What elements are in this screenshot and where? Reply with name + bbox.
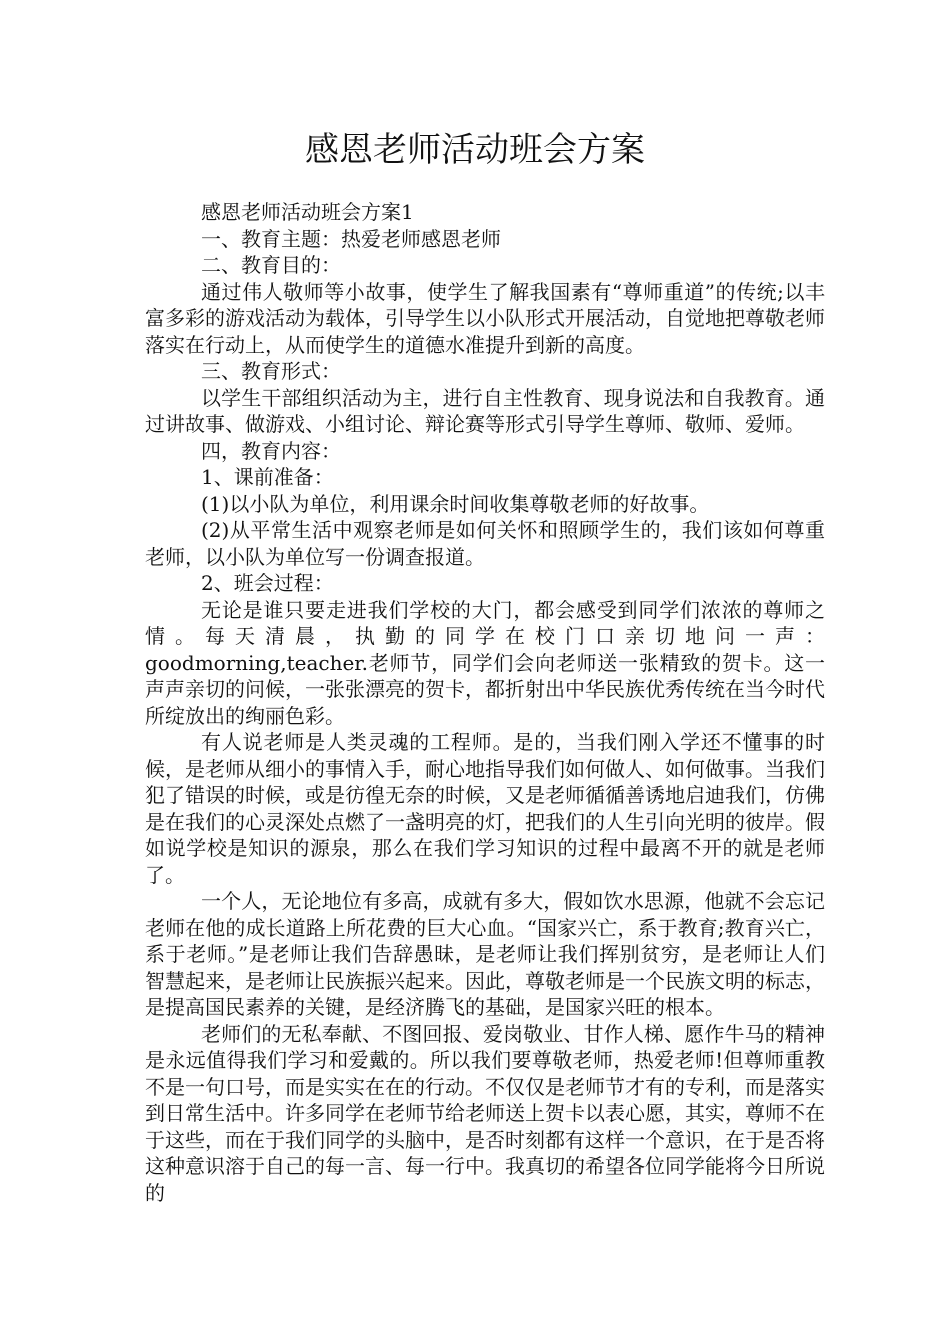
paragraph-form: 以学生干部组织活动为主，进行自主性教育、现身说法和自我教育。通过讲故事、做游戏、小组讨论、辩论赛等形式引导学生尊师、敬师、爱师。 bbox=[145, 385, 825, 436]
paragraph-theme: 一、教育主题：热爱老师感恩老师 bbox=[201, 226, 501, 251]
paragraph-form-heading: 三、教育形式： bbox=[201, 359, 341, 383]
paragraph-body-4: 老师们的无私奉献、不图回报、爱岗敬业、甘作人梯、愿作牛马的精神是永远值得我们学习和爱戴的。所以我们要尊敬老师，热爱老师!但尊师重教不是一句口号，而是实实在在的行动。不仅仅是老师节才有的专利，而是落实到日常生活中。许多同学在老师节给老师送上贺卡以表心愿，其实，尊师不在于这些，而在于我们同学的头脑中，是否时刻都有这样一个意识，在于是否将这种意识溶于自己的每一言、每一行中。我真切的希望各位同学能将今日所说的 bbox=[145, 1021, 825, 1205]
paragraph-purpose-heading: 二、教育目的： bbox=[201, 253, 341, 277]
paragraph-preparation-2: (2)从平常生活中观察老师是如何关怀和照顾学生的，我们该如何尊重老师，以小队为单位写一份调查报道。 bbox=[145, 518, 825, 569]
document-body bbox=[145, 199, 825, 1206]
paragraph-preparation-1: (1)以小队为单位，利用课余时间收集尊敬老师的好故事。 bbox=[201, 491, 710, 516]
paragraph-content-heading: 四，教育内容： bbox=[201, 438, 341, 463]
paragraph-body-2: 有人说老师是人类灵魂的工程师。是的，当我们刚入学还不懂事的时候，是老师从细小的事情入手，耐心地指导我们如何做人、如何做事。当我们犯了错误的时候，或是彷徨无奈的时候，又是老师循循善诱地启迪我们，仿佛是在我们的心灵深处点燃了一盏明亮的灯，把我们的人生引向光明的彼岸。假如说学校是知识的源泉，那么在我们学习知识的过程中最离不开的就是老师了。 bbox=[145, 730, 825, 887]
paragraph-body-3: 一个人，无论地位有多高，成就有多大，假如饮水思源，他就不会忘记老师在他的成长道路上所花费的巨大心血。“国家兴亡，系于教育;教育兴亡，系于老师。”是老师让我们告辞愚昧，是老师让我们挥别贫穷，是老师让人们智慧起来，是老师让民族振兴起来。因此，尊敬老师是一个民族文明的标志，是提高国民素养的关键，是经济腾飞的基础，是国家兴旺的根本。 bbox=[145, 889, 825, 1019]
paragraph-purpose: 通过伟人敬师等小故事，使学生了解我国素有“尊师重道”的传统;以丰富多彩的游戏活动为载体，引导学生以小队形式开展活动，自觉地把尊敬老师落实在行动上，从而使学生的道德水准提升到新的高度。 bbox=[145, 279, 825, 357]
paragraph-subtitle: 感恩老师活动班会方案1 bbox=[201, 200, 414, 224]
paragraph-body-1: 无论是谁只要走进我们学校的大门，都会感受到同学们浓浓的尊师之情。每天清晨，执勤的同学在校门口亲切地问一声：goodmorning,teacher.老师节，同学们会向老师送一张精致的贺卡。这一声声亲切的问候，一张张漂亮的贺卡，都折射出中华民族优秀传统在当今时代所绽放出的绚丽色彩。 bbox=[145, 597, 825, 728]
paragraph-process-heading: 2、班会过程： bbox=[201, 571, 334, 595]
document-title: 感恩老师活动班会方案 bbox=[305, 130, 645, 170]
paragraph-preparation-heading: 1、课前准备： bbox=[201, 465, 334, 489]
